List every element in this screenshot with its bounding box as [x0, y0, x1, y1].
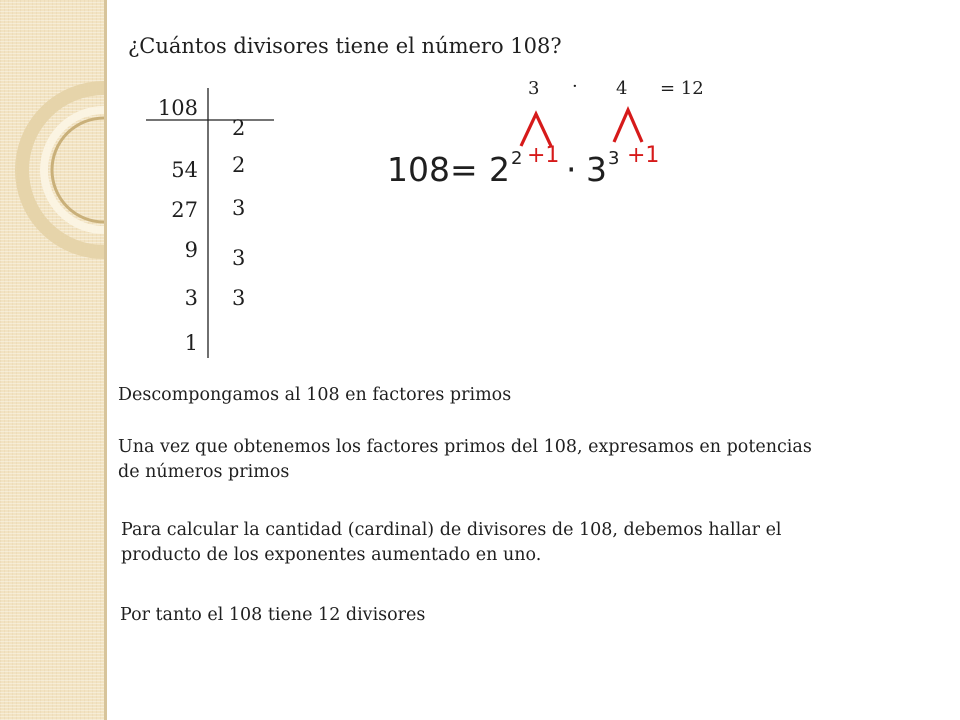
- factor-3: 3: [232, 196, 246, 220]
- formula-lead: 108=: [387, 150, 478, 189]
- factor-4: 3: [232, 246, 246, 270]
- text-decompose: Descompongamos al 108 en factores primos: [118, 385, 512, 405]
- factor-1: 2: [232, 116, 246, 140]
- formula-base-2: 3: [586, 150, 607, 189]
- dividend-27: 27: [171, 198, 198, 222]
- formula-exponent-1: 2: [511, 148, 523, 169]
- dividend-9: 9: [184, 238, 198, 262]
- factor-5: 3: [232, 286, 246, 310]
- text-powers-line-1: Una vez que obtenemos los factores primos del 108, expresamos en potencias: [118, 437, 812, 457]
- factor-2: 2: [232, 153, 246, 177]
- dividend-54: 54: [171, 158, 198, 182]
- count-b: 4: [616, 78, 628, 99]
- dividend-1: 1: [184, 331, 198, 355]
- dividend-3: 3: [184, 286, 198, 310]
- text-powers-line-2: de números primos: [118, 462, 290, 482]
- text-calc-line-2: producto de los exponentes aumentado en uno.: [121, 545, 542, 565]
- page-title: ¿Cuántos divisores tiene el número 108?: [128, 34, 562, 58]
- count-result: = 12: [660, 78, 704, 99]
- dividend-108: 108: [157, 96, 198, 120]
- sidebar-border: [104, 0, 107, 720]
- text-calc-line-1: Para calcular la cantidad (cardinal) de divisores de 108, debemos hallar el: [121, 520, 782, 540]
- text-conclusion: Por tanto el 108 tiene 12 divisores: [120, 605, 426, 625]
- formula-dot: ·: [566, 150, 577, 189]
- formula-base-1: 2: [489, 150, 510, 189]
- formula-plus-one-2: +1: [627, 143, 660, 168]
- count-dot: ·: [572, 76, 578, 97]
- decorative-circles: [0, 0, 104, 720]
- formula-plus-one-1: +1: [527, 143, 560, 168]
- formula-exponent-2: 3: [608, 148, 620, 169]
- count-a: 3: [528, 78, 540, 99]
